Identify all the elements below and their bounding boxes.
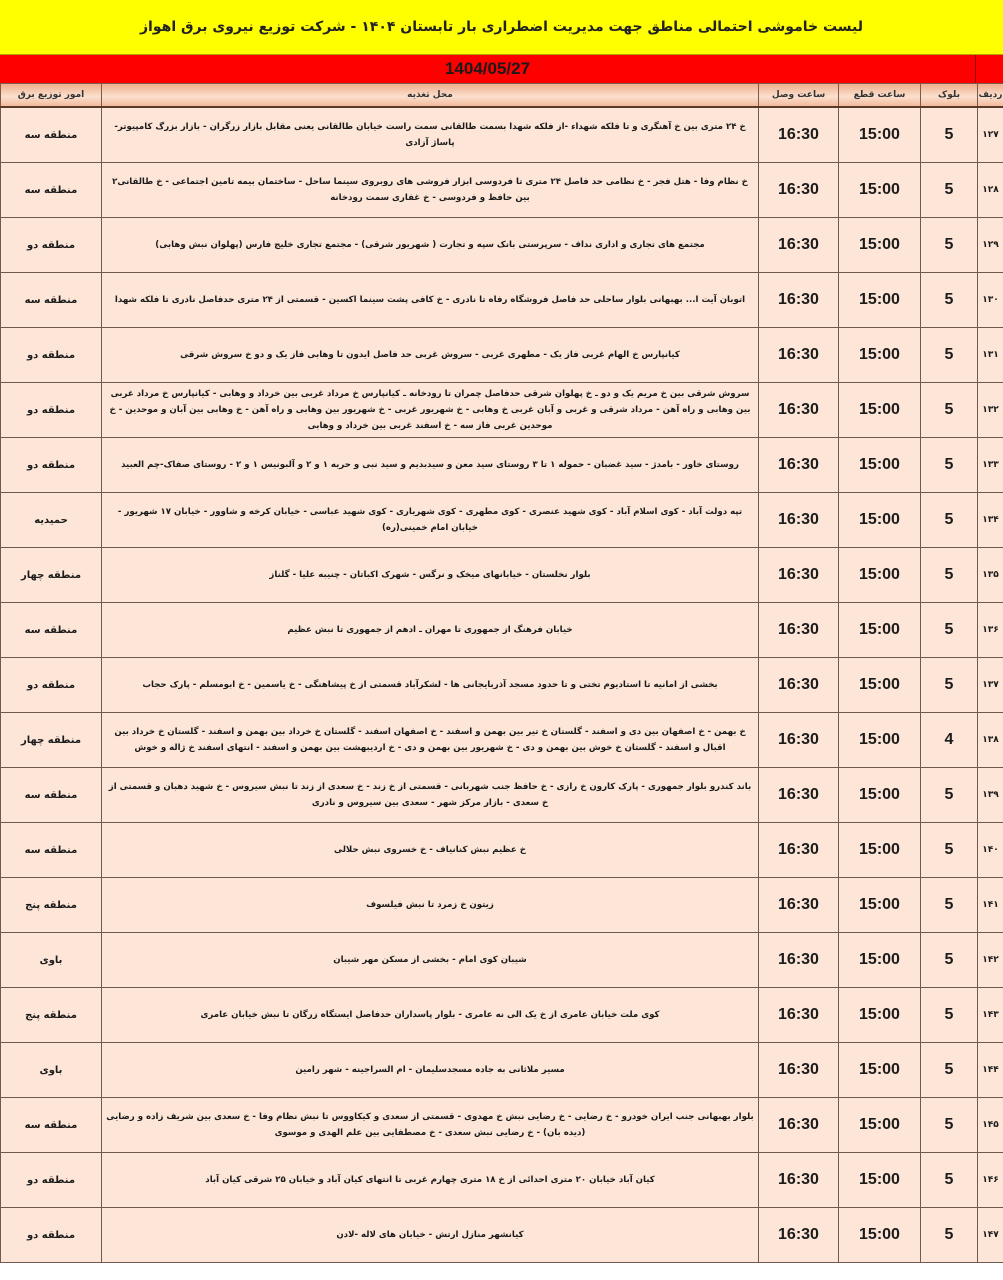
cut-time-cell: 15:00 [839,933,921,988]
distribution-district-cell: منطقه دو [1,658,102,713]
feeding-location-cell: خیابان فرهنگ از جمهوری تا مهران ـ ادهم از جمهوری تا نبش عظیم [102,603,759,658]
schedule-date: 1404/05/27 [0,55,975,83]
feeding-location-cell: کیانپارس خ الهام غربی فاز یک - مطهری غربی - سروش غربی حد فاصل ایدون تا وهابی فاز یک و دو خ سروش شرقی [102,328,759,383]
distribution-district-cell: منطقه پنج [1,988,102,1043]
cut-time-cell: 15:00 [839,163,921,218]
distribution-district-cell: منطقه دو [1,383,102,438]
row-number-cell: ۱۳۸ [978,713,1003,768]
table-row [1,107,1003,163]
connect-time-cell: 16:30 [759,713,839,768]
row-number-cell: ۱۴۰ [978,823,1003,878]
row-number-cell: ۱۴۱ [978,878,1003,933]
block-number-cell: 5 [921,603,978,658]
cut-time-cell: 15:00 [839,988,921,1043]
cut-time-cell: 15:00 [839,1153,921,1208]
feeding-location-cell: شیبان کوی امام - بخشی از مسکن مهر شیبان [102,933,759,988]
distribution-district-cell: باوی [1,1043,102,1098]
table-row [1,878,1003,933]
distribution-district-cell: منطقه دو [1,438,102,493]
connect-time-cell: 16:30 [759,768,839,823]
table-row [1,1153,1003,1208]
row-number-cell: ۱۳۱ [978,328,1003,383]
feeding-location-cell: خ نظام وفا - هتل فجر - خ نظامی حد فاصل ۲۴ متری تا فردوسی ابزار فروشی های روبروی سینما ساحل - ساختمان بیمه تامین اجتماعی - خ طالقانی۲ بین حافظ و فردوسی - خ غفاری سمت رودخانه [102,163,759,218]
connect-time-cell: 16:30 [759,107,839,163]
block-number-cell: 5 [921,328,978,383]
connect-time-cell: 16:30 [759,1098,839,1153]
block-number-cell: 5 [921,438,978,493]
connect-time-cell: 16:30 [759,328,839,383]
distribution-district-cell: منطقه سه [1,273,102,328]
row-number-cell: ۱۲۷ [978,107,1003,163]
distribution-district-cell: منطقه دو [1,1208,102,1263]
cut-time-cell: 15:00 [839,713,921,768]
cut-time-cell: 15:00 [839,1043,921,1098]
cut-time-cell: 15:00 [839,218,921,273]
feeding-location-cell: بلوار بهبهانی جنب ایران خودرو - خ رضایی - خ رضایی نبش خ مهدوی - قسمتی از سعدی و کیکاووس تا نبش نظام وفا - خ سعدی بین شریف زاده و رضایی (دیده بان) - خ رضایی نبش سعدی - خ مصطفایی بین علم الهدی و موسوی [102,1098,759,1153]
header-connect-time: ساعت وصل [759,84,839,108]
feeding-location-cell: روستای خاور - بامدژ - سید غضبان - حموله ۱ تا ۳ روستای سید معن و سیدبدیم و سید نبی و حریه ۱ و ۲ و آلبونیس ۱ و ۲ - روستای صفاک-چم العبید [102,438,759,493]
block-number-cell: 5 [921,1208,978,1263]
feeding-location-cell: اتوبان آیت ا... بهبهانی بلوار ساحلی حد فاصل فروشگاه رفاه تا نادری - خ کافی پشت سینما اکسین - قسمتی از ۲۴ متری حدفاصل نادری تا فلکه شهدا [102,273,759,328]
feeding-location-cell: باند کندرو بلوار جمهوری - پارک کارون خ رازی - خ حافظ جنب شهربانی - قسمتی از خ زند - خ سعدی از زند تا نبش سیروس - خ شهید دهبان و قسمتی از خ سعدی - بازار مرکز شهر - سعدی بین سیروس و نادری [102,768,759,823]
header-block: بلوک [921,84,978,108]
distribution-district-cell: منطقه پنج [1,878,102,933]
table-row [1,163,1003,218]
feeding-location-cell: سروش شرقی بین خ مریم یک و دو ـ خ پهلوان شرقی حدفاصل چمران تا رودخانه ـ کیانپارس خ مرداد غربی بین خرداد و وهابی - کیانپارس خ مرداد غربی بین وهابی و راه آهن - مرداد شرقی و غربی و آبان غربی خ وهابی - خ شهریور غربی - خ شهریور بین وهابی و راه آهن - خ وهابی بین آبان و موحدین - خ موحدین غربی فاز سه - خ اسفند غربی بین خرداد و وهابی [102,383,759,438]
connect-time-cell: 16:30 [759,163,839,218]
feeding-location-cell: کیانشهر منازل ارتش - خیابان های لاله -لادن [102,1208,759,1263]
feeding-location-cell: کوی ملت خیابان عامری از خ یک الی نه عامری - بلوار پاسداران حدفاصل ایستگاه زرگان تا نبش خیابان عامری [102,988,759,1043]
cut-time-cell: 15:00 [839,438,921,493]
table-row [1,493,1003,548]
row-number-cell: ۱۳۵ [978,548,1003,603]
connect-time-cell: 16:30 [759,603,839,658]
block-number-cell: 5 [921,933,978,988]
connect-time-cell: 16:30 [759,493,839,548]
distribution-district-cell: منطقه سه [1,823,102,878]
row-number-cell: ۱۴۷ [978,1208,1003,1263]
feeding-location-cell: خ بهمن - خ اصفهان بین دی و اسفند - گلستان خ تیر بین بهمن و اسفند - خ اصفهان اسفند - گلستان خ خرداد بین بهمن و اسفند - گلستان خ خرداد بین اقبال و اسفند - گلستان خ خوش بین بهمن و دی - خ شهریور بین بهمن و دی - خ اردیبهشت بین بهمن و اسفند - انتهای اسفند خ ژاله و خوش [102,713,759,768]
cut-time-cell: 15:00 [839,768,921,823]
table-header-row [1,84,1003,108]
block-number-cell: 5 [921,988,978,1043]
row-number-cell: ۱۴۴ [978,1043,1003,1098]
row-number-cell: ۱۴۵ [978,1098,1003,1153]
block-number-cell: 5 [921,878,978,933]
cut-time-cell: 15:00 [839,878,921,933]
row-number-cell: ۱۴۳ [978,988,1003,1043]
row-number-cell: ۱۳۷ [978,658,1003,713]
block-number-cell: 5 [921,218,978,273]
distribution-district-cell: منطقه سه [1,163,102,218]
cut-time-cell: 15:00 [839,493,921,548]
connect-time-cell: 16:30 [759,548,839,603]
header-district: امور توزیع برق [1,84,102,108]
block-number-cell: 5 [921,107,978,163]
page-title: لیست خاموشی احتمالی مناطق جهت مدیریت اضطراری بار تابستان ۱۴۰۴ - شرکت توزیع نیروی برق اهواز [0,0,1003,55]
row-number-cell: ۱۴۶ [978,1153,1003,1208]
header-location: محل تغذیه [102,84,759,108]
distribution-district-cell: منطقه سه [1,768,102,823]
row-number-cell: ۱۳۲ [978,383,1003,438]
feeding-location-cell: مجتمع های تجاری و اداری نداف - سرپرستی بانک سپه و تجارت ( شهریور شرقی) - مجتمع تجاری خلیج فارس (پهلوان نبش وهابی) [102,218,759,273]
feeding-location-cell: زیتون خ زمرد تا نبش فیلسوف [102,878,759,933]
outage-table [0,83,1003,1263]
connect-time-cell: 16:30 [759,383,839,438]
distribution-district-cell: منطقه سه [1,1098,102,1153]
distribution-district-cell: باوی [1,933,102,988]
feeding-location-cell: بخشی از امانیه تا استادیوم تختی و تا حدود مسجد آذربایجانی ها - لشکرآباد قسمتی از خ پیشاهنگی - خ یاسمین - خ ابومسلم - پارک حجاب [102,658,759,713]
block-number-cell: 5 [921,1153,978,1208]
cut-time-cell: 15:00 [839,823,921,878]
table-row [1,273,1003,328]
block-number-cell: 5 [921,383,978,438]
table-row [1,933,1003,988]
distribution-district-cell: منطقه سه [1,603,102,658]
block-number-cell: 5 [921,768,978,823]
date-bar-corner [975,55,1003,83]
header-cut-time: ساعت قطع [839,84,921,108]
table-row [1,1208,1003,1263]
cut-time-cell: 15:00 [839,1098,921,1153]
distribution-district-cell: منطقه دو [1,328,102,383]
block-number-cell: 5 [921,273,978,328]
connect-time-cell: 16:30 [759,438,839,493]
row-number-cell: ۱۳۴ [978,493,1003,548]
row-number-cell: ۱۳۰ [978,273,1003,328]
cut-time-cell: 15:00 [839,1208,921,1263]
distribution-district-cell: منطقه دو [1,218,102,273]
row-number-cell: ۱۳۳ [978,438,1003,493]
feeding-location-cell: بلوار نخلستان - خیابانهای میخک و نرگس - شهرک اکباتان - چنیبه علیا - گلناز [102,548,759,603]
header-row-number: ردیف [978,84,1003,108]
block-number-cell: 5 [921,1098,978,1153]
row-number-cell: ۱۲۹ [978,218,1003,273]
table-row [1,988,1003,1043]
row-number-cell: ۱۳۶ [978,603,1003,658]
distribution-district-cell: منطقه سه [1,107,102,163]
feeding-location-cell: تپه دولت آباد - کوی اسلام آباد - کوی شهید عنصری - کوی مطهری - کوی شهریاری - کوی شهید عباسی - خیابان کرخه و شاوور - خیابان ۱۷ شهریور - خیابان امام خمینی(ره) [102,493,759,548]
table-row [1,1043,1003,1098]
feeding-location-cell: خ ۲۴ متری بین خ آهنگری و تا فلکه شهداء -از فلکه شهدا بسمت طالقانی سمت راست خیابان طالقانی یعنی مقابل بازار زرگران - بازار بزرگ کامپیوتر- پاساژ آزادی [102,107,759,163]
connect-time-cell: 16:30 [759,878,839,933]
distribution-district-cell: منطقه دو [1,1153,102,1208]
feeding-location-cell: مسیر ملاثانی به جاده مسجدسلیمان - ام السراجینه - شهر رامین [102,1043,759,1098]
block-number-cell: 5 [921,658,978,713]
connect-time-cell: 16:30 [759,273,839,328]
table-row [1,823,1003,878]
connect-time-cell: 16:30 [759,658,839,713]
connect-time-cell: 16:30 [759,1153,839,1208]
cut-time-cell: 15:00 [839,603,921,658]
cut-time-cell: 15:00 [839,548,921,603]
cut-time-cell: 15:00 [839,658,921,713]
table-row [1,548,1003,603]
table-row [1,383,1003,438]
table-row [1,713,1003,768]
cut-time-cell: 15:00 [839,328,921,383]
connect-time-cell: 16:30 [759,1043,839,1098]
table-row [1,658,1003,713]
cut-time-cell: 15:00 [839,273,921,328]
distribution-district-cell: حمیدیه [1,493,102,548]
cut-time-cell: 15:00 [839,107,921,163]
distribution-district-cell: منطقه چهار [1,713,102,768]
row-number-cell: ۱۳۹ [978,768,1003,823]
row-number-cell: ۱۲۸ [978,163,1003,218]
connect-time-cell: 16:30 [759,218,839,273]
block-number-cell: 4 [921,713,978,768]
block-number-cell: 5 [921,163,978,218]
table-row [1,603,1003,658]
block-number-cell: 5 [921,548,978,603]
table-row [1,768,1003,823]
connect-time-cell: 16:30 [759,823,839,878]
block-number-cell: 5 [921,823,978,878]
table-row [1,328,1003,383]
block-number-cell: 5 [921,493,978,548]
table-row [1,1098,1003,1153]
table-row [1,218,1003,273]
cut-time-cell: 15:00 [839,383,921,438]
feeding-location-cell: خ عظیم نبش کنانیاف - خ خسروی نبش حلالی [102,823,759,878]
table-row [1,438,1003,493]
distribution-district-cell: منطقه چهار [1,548,102,603]
connect-time-cell: 16:30 [759,1208,839,1263]
connect-time-cell: 16:30 [759,933,839,988]
connect-time-cell: 16:30 [759,988,839,1043]
feeding-location-cell: کیان آباد خیابان ۲۰ متری احدائی از خ ۱۸ متری چهارم غربی تا انتهای کیان آباد و خیابان ۲۵ شرقی کیان آباد [102,1153,759,1208]
block-number-cell: 5 [921,1043,978,1098]
row-number-cell: ۱۴۲ [978,933,1003,988]
